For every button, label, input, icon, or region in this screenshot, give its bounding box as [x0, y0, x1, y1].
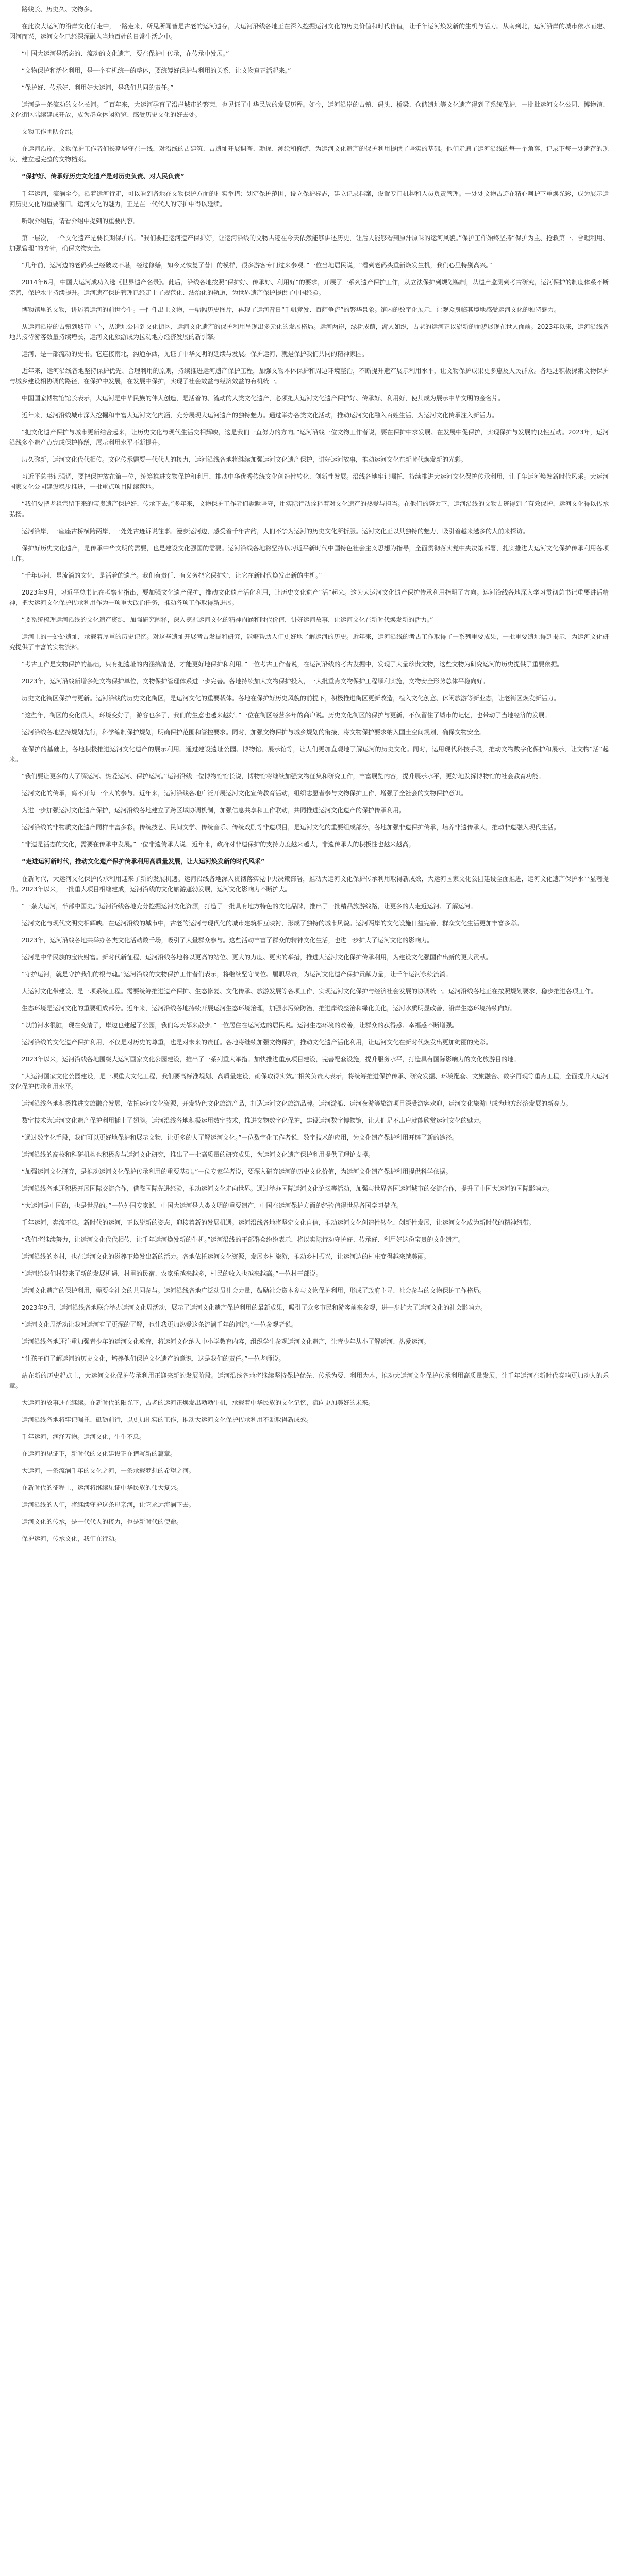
article-paragraph: “非遗是活态的文化，需要在传承中发展。”一位非遗传承人说，近年来，政府对非遗保护的支持力度越来越大，非遗传承人的积极性也越来越高。	[22, 841, 415, 848]
article-paragraph: 2023年9月，运河沿线各地联合举办运河文化周活动，展示了运河文化遗产保护利用的最新成果，吸引了众多市民和游客前来参观，进一步扩大了运河文化的社会影响力。	[22, 1304, 487, 1311]
article-paragraph: “文物保护和活化利用，是一个有机统一的整体，要统筹好保护与利用的关系，让文物真正活起来。”	[22, 67, 291, 74]
article-paragraph: 运河上的一处处遗址，承载着厚重的历史记忆。对这些遗址开展考古发掘和研究，能够帮助人们更好地了解运河的历史。近年来，运河沿线的考古工作取得了一系列重要成果，一批重要遗址得到揭示，为运河文化研究提供了丰富的实物资料。	[9, 633, 609, 651]
article-paragraph: 千年运河，润泽万物。运河文化，生生不息。	[22, 1433, 146, 1440]
article-paragraph: 2023年，运河沿线新增多处文物保护单位，文物保护管理体系进一步完善。各地持续加大文物保护投入，一大批重点文物保护工程顺利实施，文物安全形势总体平稳向好。	[22, 677, 489, 685]
article-paragraph: 中国国家博物馆馆长表示，大运河是中华民族的伟大创造，是活着的、流动的人类文化遗产，必须把大运河文化遗产保护好、传承好、利用好，使其成为展示中华文明的金名片。	[22, 395, 505, 402]
article-paragraph: 运河沿线的高校和科研机构也积极参与运河文化研究，推出了一批高质量的研究成果，为运河文化遗产保护利用提供了理论支撑。	[22, 1151, 375, 1158]
article-paragraph: “我们将继续努力，让运河文化代代相传，让千年运河焕发新的生机。”运河沿线的干部群众纷纷表示，将以实际行动守护好、传承好、利用好这份宝贵的文化遗产。	[22, 1236, 464, 1243]
article-paragraph: 在运河的见证下，新时代的文化建设正在谱写新的篇章。	[22, 1450, 177, 1458]
article-paragraph: 站在新的历史起点上，大运河文化保护传承利用正迎来新的发展阶段。运河沿线各地将继续坚持保护优先、传承为要、利用为本，推动大运河文化保护传承利用高质量发展，让千年运河在新时代奏响更加动人的乐章。	[9, 1372, 609, 1389]
article-paragraph: 运河沿线的文化遗产保护利用，不仅是对历史的尊重，也是对未来的责任。各地将继续加强文物保护，推动文化遗产活化利用，让运河文化在新时代焕发出更加绚丽的光彩。	[22, 1039, 492, 1046]
article-paragraph: 近年来，运河沿线城市深入挖掘和丰富大运河文化内涵，充分展现大运河遗产的独特魅力。通过举办各类文化活动，推动运河文化融入百姓生活，为运河文化传承注入新活力。	[22, 412, 498, 419]
article-paragraph: “千年运河，是流淌的文化，是活着的遗产。我们有责任、有义务把它保护好，让它在新时代焕发出新的生机。”	[22, 572, 322, 579]
article-paragraph: 运河沿线各地积极推进文旅融合发展，依托运河文化资源，开发特色文化旅游产品，打造运河文化旅游品牌。运河游船、运河夜游等旅游项目深受游客欢迎，运河文化旅游已成为地方经济发展的新亮点。	[22, 1100, 573, 1107]
article-paragraph: “这些年，街区的变化很大，环境变好了，游客也多了，我们的生意也越来越好。”一位在街区经营多年的商户说。历史文化街区的保护与更新，不仅留住了城市的记忆，也带动了当地经济的发展。	[22, 711, 551, 719]
article-paragraph: “一条大运河，半部中国史。”运河沿线各地充分挖掘运河文化资源，打造了一批具有地方特色的文化品牌，推出了一批精品旅游线路，让更多的人走近运河、了解运河。	[22, 903, 477, 910]
article-paragraph: “几年前，运河边的老码头已经破败不堪，经过修缮，如今又恢复了昔日的模样，很多游客专门过来参观。”一位当地居民说，“看到老码头重新焕发生机，我们心里特别高兴。”	[22, 262, 492, 269]
article-paragraph: “大运河国家文化公园建设，是一项重大文化工程，我们要高标准规划、高质量建设，确保取得实效。”相关负责人表示，将统筹推进保护传承、研究发掘、环境配套、文旅融合、数字再现等重点工程，全面提升大运河文化保护传承利用水平。	[9, 1073, 609, 1090]
article-paragraph: 听取介绍后，请看介绍中提到的重要内容。	[22, 217, 140, 225]
section-heading: “走进运河新时代，推动文化遗产保护传承利用高质量发展，让大运河焕发新的时代风采”	[22, 858, 265, 865]
article-paragraph: 在此次大运河的沿岸文化行走中，一路走来，所见所闻皆是古老的运河遗存，大运河沿线各地正在深入挖掘运河文化的历史价值和时代价值，让千年运河焕发新的生机与活力。从南到北，运河沿岸的城市依水而建、因河而兴，运河文化已经深深融入当地百姓的日常生活之中。	[9, 23, 609, 40]
article-paragraph: 运河沿线各地还积极开展国际交流合作，借鉴国际先进经验，推动运河文化走向世界。通过举办国际运河文化论坛等活动，加强与世界各国运河城市的交流合作，提升了中国大运河的国际影响力。	[22, 1185, 554, 1192]
article-paragraph: 大运河，一条流淌千年的文化之河，一条承载梦想的希望之河。	[22, 1467, 195, 1475]
article-paragraph: “让孩子们了解运河的历史文化，培养他们保护文化遗产的意识，这是我们的责任。”一位老师说。	[22, 1355, 285, 1362]
article-paragraph: 运河文化遗产的保护利用，需要全社会的共同参与。运河沿线各地广泛动员社会力量，鼓励社会资本参与文物保护利用，形成了政府主导、社会参与的文物保护工作格局。	[22, 1287, 486, 1294]
article-paragraph: 运河沿线的非物质文化遗产同样丰富多彩。传统技艺、民间文学、传统音乐、传统戏剧等非遗项目，是运河文化的重要组成部分。各地加强非遗保护传承，培养非遗传承人，推动非遗融入现代生活。	[22, 824, 560, 831]
article-paragraph: 运河文化的传承，离不开每一个人的参与。近年来，运河沿线各地广泛开展运河文化宣传教育活动，组织志愿者参与文物保护工作，增强了全社会的文物保护意识。	[22, 790, 467, 797]
article-paragraph: 数字技术为运河文化遗产保护利用插上了翅膀。运河沿线各地积极运用数字技术，推进文物数字化保护，建设运河数字博物馆，让人们足不出户就能欣赏运河文化的魅力。	[22, 1117, 486, 1124]
article-paragraph: 2023年以来，运河沿线各地围绕大运河国家文化公园建设，推出了一系列重大举措。加快推进重点项目建设，完善配套设施，提升服务水平，打造具有国际影响力的文化旅游目的地。	[22, 1056, 520, 1063]
article-paragraph: 运河沿线各地还注重加强青少年的运河文化教育，将运河文化纳入中小学教育内容，组织学生参观运河文化遗产，让青少年从小了解运河、热爱运河。	[22, 1338, 430, 1345]
article-paragraph: 保护运河，传承文化，我们在行动。	[22, 1535, 121, 1543]
article-paragraph: 生态环境是运河文化的重要组成部分。近年来，运河沿线各地持续开展运河生态环境治理，加强水污染防治，推进岸线整治和绿化美化，运河水质明显改善，沿岸生态环境持续向好。	[22, 1005, 517, 1012]
article-paragraph: “要系统梳理运河沿线的文化遗产资源，加强研究阐释，深入挖掘运河文化的精神内涵和时代价值，讲好运河故事，让运河文化在新时代焕发新的活力。”	[22, 616, 433, 623]
article-paragraph: 运河文化与现代文明交相辉映。在运河沿线的城市中，古老的运河与现代化的城市建筑相互映衬，形成了独特的城市风貌。运河两岸的文化设施日益完善，群众文化生活更加丰富多彩。	[22, 920, 523, 927]
article-paragraph: 2023年，运河沿线各地共举办各类文化活动数千场，吸引了大量群众参与。这些活动丰富了群众的精神文化生活，也进一步扩大了运河文化的影响力。	[22, 937, 433, 944]
article-paragraph: “守护运河，就是守护我们的根与魂。”运河沿线的文物保护工作者们表示，将继续坚守岗位、履职尽责，为运河文化遗产保护贡献力量，让千年运河永续流淌。	[22, 971, 452, 978]
article-paragraph: “通过数字化手段，我们可以更好地保护和展示文物，让更多的人了解运河文化。”一位数字化工作者说，数字技术的应用，为文化遗产保护利用开辟了新的途径。	[22, 1134, 458, 1141]
article-paragraph: 博物馆里的文物，讲述着运河的前世今生。一件件出土文物，一幅幅历史图片，再现了运河昔日“千帆竞发、百舸争流”的繁华景象。馆内的数字化展示，让观众身临其境地感受运河文化的独特魅力。	[22, 306, 560, 313]
article-paragraph: 第一层次，一个文化遗产是要长期保护的。“我们要把运河遗产保护好，让运河沿线的文物古迹在今天依然能够讲述历史，让后人能够看到原汁原味的运河风貌。”保护工作始终坚持“保护为主、抢救第一、合理利用、加强管理”的方针，确保文物安全。	[9, 234, 609, 252]
article-paragraph: “中国大运河是活态的、流动的文化遗产，要在保护中传承，在传承中发展。”	[22, 50, 229, 57]
article-paragraph: 运河沿线的人们，将继续守护这条母亲河，让它永远流淌下去。	[22, 1501, 195, 1509]
article-paragraph: “加强运河文化研究，是推动运河文化保护传承利用的重要基础。”一位专家学者说，要深入研究运河的历史文化价值，为运河文化遗产保护利用提供科学依据。	[22, 1168, 452, 1175]
article-paragraph: 运河沿线各地坚持规划先行，科学编制保护规划，明确保护范围和管控要求。同时，加强文物保护与城乡规划的衔接，将文物保护要求纳入国土空间规划，确保文物安全。	[22, 728, 486, 736]
article-paragraph: 文物工作团队介绍。	[22, 128, 78, 135]
article-paragraph: “把文化遗产保护与城市更新结合起来，让历史文化与现代生活交相辉映，这是我们一直努力的方向。”运河沿线一位文物工作者说，要在保护中求发展、在发展中促保护，实现保护与发展的良性互动。2023年，运河沿线多个遗产点完成保护修缮，展示利用水平不断提升。	[9, 429, 609, 446]
article-paragraph: 运河是中华民族的宝贵财富。新时代新征程，运河沿线各地将以更高的站位、更大的力度、更实的举措，推进大运河文化保护传承利用，为建设文化强国作出新的更大贡献。	[22, 954, 492, 961]
article-paragraph: 保护好历史文化遗产，是传承中华文明的需要，也是建设文化强国的需要。运河沿线各地将坚持以习近平新时代中国特色社会主义思想为指导，全面贯彻落实党中央决策部署，扎实推进大运河文化保护传承利用各项工作。	[9, 545, 609, 562]
article-paragraph: “大运河是中国的，也是世界的。”一位外国专家说，中国大运河是人类文明的重要遗产，中国在运河保护方面的经验值得世界各国学习借鉴。	[22, 1202, 403, 1209]
article-paragraph: “运河文化周活动让我对运河有了更深的了解，也让我更加热爱这条流淌千年的河流。”一位参观者说。	[22, 1321, 297, 1328]
article-paragraph: 在保护的基础上，各地积极推进运河文化遗产的展示利用。通过建设遗址公园、博物馆、展示馆等，让人们更加直观地了解运河的历史文化。同时，运用现代科技手段，推动文物数字化保护和展示，让文物“活”起来。	[9, 745, 609, 763]
article-paragraph: 千年运河，流淌至今。沿着运河行走，可以看到各地在文物保护方面的扎实举措：划定保护范围，设立保护标志，建立记录档案，设置专门机构和人员负责管理。一处处文物古迹在精心呵护下重焕光彩，成为展示运河历史文化的重要窗口。运河文化的魅力，正是在一代代人的守护中得以延续。	[9, 190, 609, 208]
article-paragraph: 在运河沿岸，文物保护工作者们长期坚守在一线，对沿线的古建筑、古遗址开展调查、勘探、测绘和修缮，为运河文化遗产的保护利用提供了坚实的基础。他们走遍了运河沿线的每一个角落，记录下每一处遗存的现状，建立起完整的文物档案。	[9, 145, 609, 163]
article-paragraph: “我们要把老祖宗留下来的宝贵遗产保护好、传承下去。”多年来，文物保护工作者们默默坚守，用实际行动诠释着对文化遗产的热爱与担当。在他们的努力下，运河沿线的文物古迹得到了有效保护，运河文化得以传承弘扬。	[9, 500, 609, 518]
article-paragraph: 在新时代，大运河文化保护传承利用迎来了新的发展机遇。运河沿线各地深入贯彻落实党中央决策部署，推动大运河文化保护传承利用取得新成效，大运河国家文化公园建设全面推进，运河文化遗产保护水平显著提升。2023年以来，一批重大项目相继建成，运河沿线的文化旅游蓬勃发展，运河文化影响力不断扩大。	[9, 875, 609, 893]
article-paragraph: 大运河文化带建设，是一项系统工程。需要统筹推进遗产保护、生态修复、文化传承、旅游发展等各项工作，实现运河文化保护与经济社会发展的协调统一。运河沿线各地正在按照规划要求，稳步推进各项工作。	[22, 988, 597, 995]
article-paragraph: 历史文化街区保护与更新。运河沿线的历史文化街区，是运河文化的重要载体。各地在保护好历史风貌的前提下，积极推进街区更新改造，植入文化创意、休闲旅游等新业态，让老街区焕发新活力。	[22, 694, 560, 702]
article-paragraph: “保护好、传承好、利用好大运河，是我们共同的责任。”	[22, 84, 174, 91]
article-paragraph: 2014年6月，中国大运河成功入选《世界遗产名录》。此后，沿线各地按照“保护好、传承好、利用好”的要求，开展了一系列遗产保护工作，从立法保护到规划编制，从遗产监测到考古研究，运河保护的制度体系不断完善，保护水平持续提升。运河遗产保护管理已经走上了规范化、法治化的轨道，为世界遗产保护提供了中国经验。	[9, 279, 609, 296]
article-paragraph: 运河沿岸，一座座古桥横跨两岸，一处处古迹诉说往事。漫步运河边，感受着千年古韵，人们不禁为运河的历史文化所折服。运河文化正以其独特的魅力，吸引着越来越多的人前来探访。	[22, 528, 529, 535]
article-paragraph: 2023年9月，习近平总书记在考察时指出，要加强文化遗产保护，推动文化遗产活化利用，让历史文化遗产“活”起来。这为大运河文化遗产保护传承利用指明了方向。运河沿线各地深入学习贯彻总书记重要讲话精神，把大运河文化保护传承利用作为一项重大政治任务，推动各项工作取得新进展。	[9, 589, 609, 606]
article-paragraph: 历久弥新，运河文化代代相传。文化传承需要一代代人的接力，运河沿线各地将继续加强运河文化遗产保护，讲好运河故事，推动运河文化在新时代焕发新的光彩。	[22, 456, 467, 463]
article-paragraph: “考古工作是文物保护的基础，只有把遗址的内涵搞清楚，才能更好地保护和利用。”一位考古工作者说，在运河沿线的考古发掘中，发现了大量珍贵文物，这些文物为研究运河的历史提供了重要依据。	[22, 660, 563, 668]
article-paragraph: “我们要让更多的人了解运河、热爱运河、保护运河。”运河沿线一位博物馆馆长说，博物馆将继续加强文物征集和研究工作，丰富展览内容，提升展示水平，更好地发挥博物馆的社会教育功能。	[22, 773, 545, 780]
article-paragraph: 千年运河，奔流不息。新时代的运河，正以崭新的姿态，迎接着新的发展机遇。运河沿线各地将坚定文化自信，推动运河文化创造性转化、创新性发展，让运河文化成为新时代的精神纽带。	[22, 1219, 536, 1226]
article-paragraph: 在新时代的征程上，运河将继续见证中华民族的伟大复兴。	[22, 1484, 183, 1492]
article-paragraph: 大运河的故事还在继续。在新时代的阳光下，古老的运河正焕发出勃勃生机，承载着中华民族的文化记忆，流向更加美好的未来。	[22, 1399, 375, 1406]
article-paragraph: 运河是一条流动的文化长河。千百年来，大运河孕育了沿岸城市的繁荣，也见证了中华民族的发展历程。如今，运河沿岸的古镇、码头、桥梁、仓储遗址等文化遗产得到了系统保护，一批批运河文化公园、博物馆、文化街区陆续建成开放，成为群众休闲游览、感受历史文化的好去处。	[9, 101, 609, 118]
article-paragraph: 运河沿线各地将牢记嘱托、砥砺前行，以更加扎实的工作，推动大运河文化保护传承利用不断取得新成效。	[22, 1416, 313, 1423]
article-paragraph: 运河，是一部流动的史书。它连接南北，沟通东西，见证了中华文明的延续与发展。保护运河，就是保护我们共同的精神家园。	[22, 350, 369, 358]
article-paragraph: “运河给我们村带来了新的发展机遇，村里的民宿、农家乐越来越多，村民的收入也越来越高。”一位村干部说。	[22, 1270, 322, 1277]
article-paragraph: 近年来，运河沿线各地坚持保护优先、合理利用的原则，持续推进运河遗产保护工程，加强文物本体保护和周边环境整治，不断提升遗产展示利用水平，让文物保护成果更多惠及人民群众。各地还积极探索文物保护与城乡建设相协调的路径，在保护中发展，在发展中保护，实现了社会效益与经济效益的有机统一。	[9, 367, 609, 385]
article-paragraph: 习近平总书记强调，要把保护放在第一位，统筹推进文物保护和利用，推动中华优秀传统文化创造性转化、创新性发展。沿线各地牢记嘱托，持续推进大运河文化保护传承利用，让千年运河焕发新时代风采。大运河国家文化公园建设稳步推进，一批重点项目陆续落地。	[9, 473, 609, 490]
section-heading: “保护好、传承好历史文化遗产是对历史负责、对人民负责”	[22, 173, 185, 180]
article-paragraph: 从运河沿岸的古镇到城市中心，从遗址公园到文化街区，运河文化遗产的保护利用呈现出多元化的发展格局。运河两岸，绿树成荫，游人如织，古老的运河正以崭新的面貌展现在世人面前。2023年以来，运河沿线各地共接待游客数量持续增长，运河文化旅游成为拉动地方经济发展的新引擎。	[9, 323, 609, 341]
article-paragraph: 为进一步加强运河文化遗产保护，运河沿线各地建立了跨区域协调机制，加强信息共享和工作联动，共同推进运河文化遗产的保护传承利用。	[22, 807, 406, 814]
article-paragraph: 运河文化的传承，是一代代人的接力，也是新时代的使命。	[22, 1518, 183, 1526]
article-paragraph: 路线长、历史久、文物多。	[22, 6, 96, 13]
article-paragraph: “以前河水很脏，现在变清了，岸边也建起了公园，我们每天都来散步。”一位居住在运河边的居民说。运河生态环境的改善，让群众的获得感、幸福感不断增强。	[22, 1022, 458, 1029]
article-paragraph: 运河沿线的乡村，也在运河文化的滋养下焕发出新的活力。各地依托运河文化资源，发展乡村旅游，推动乡村振兴，让运河边的村庄变得越来越美丽。	[22, 1253, 430, 1260]
